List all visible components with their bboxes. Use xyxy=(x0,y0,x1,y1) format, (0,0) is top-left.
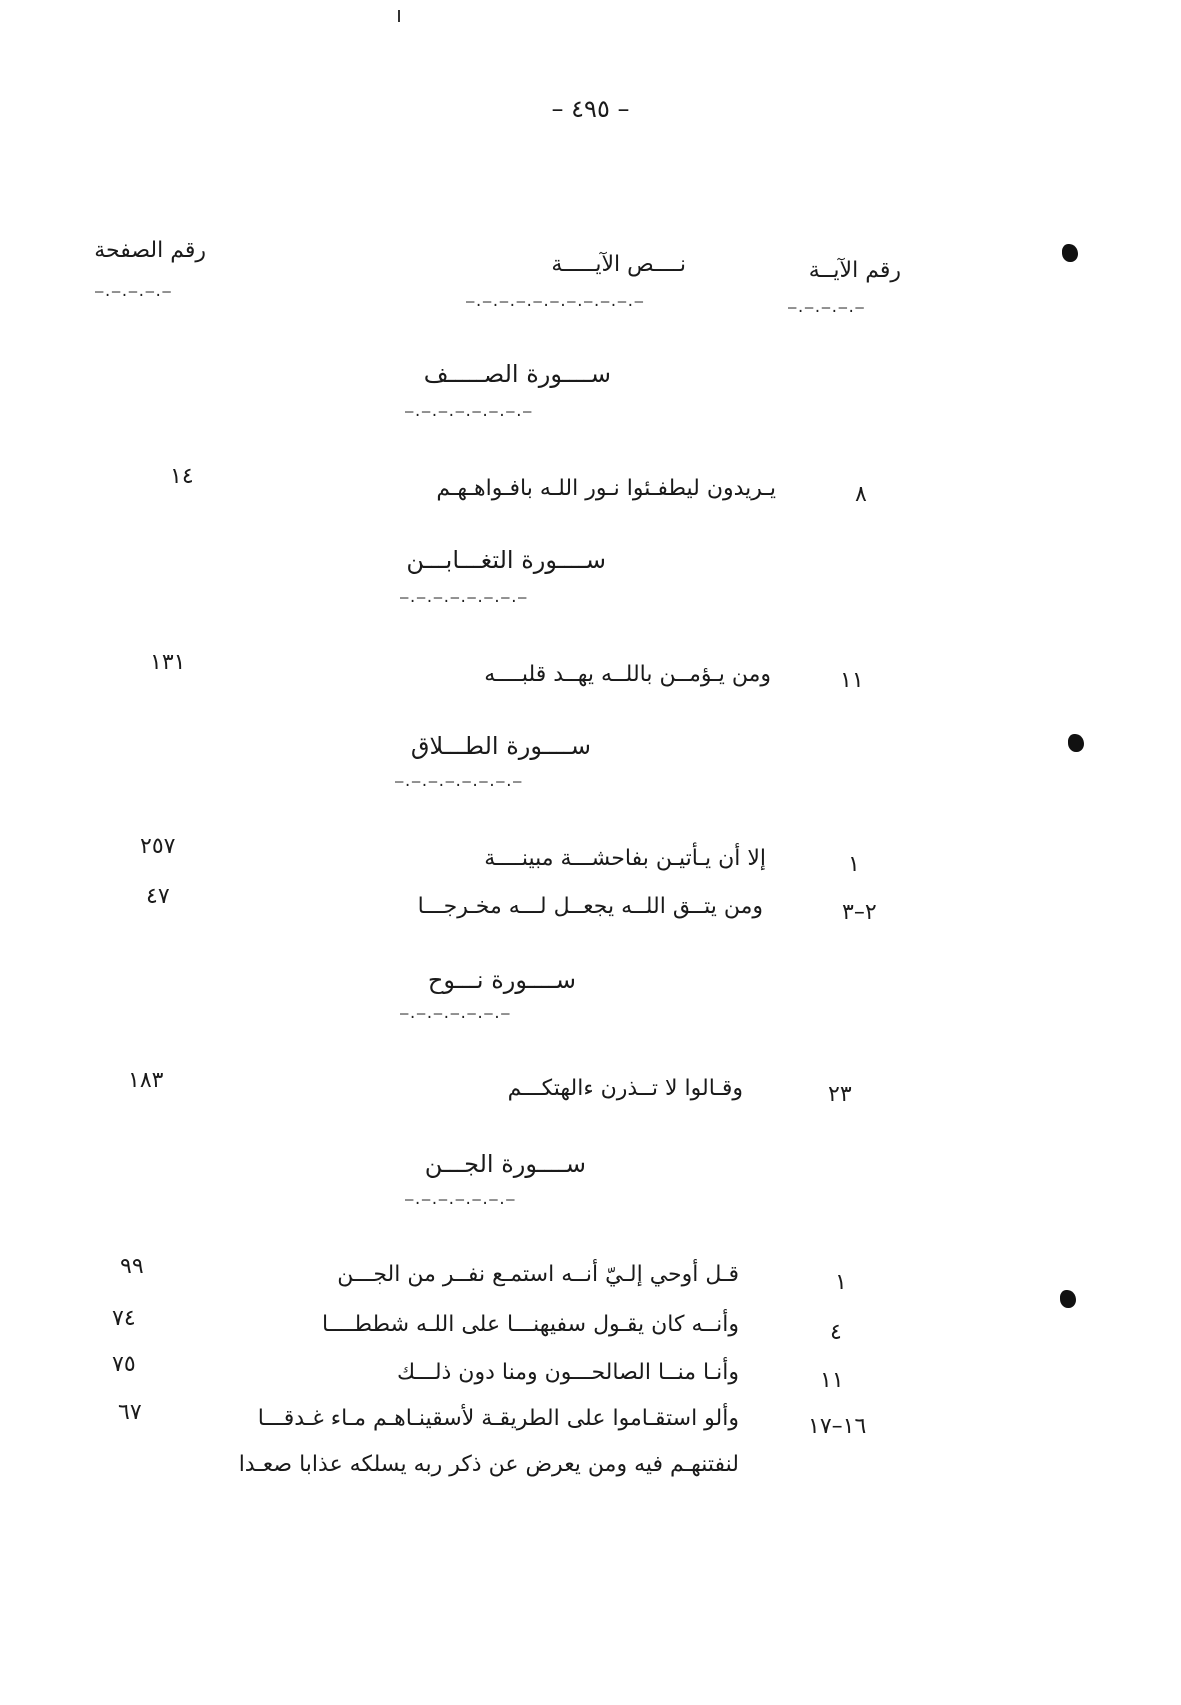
surah-underline: –.–.–.–.–.–.– xyxy=(400,1006,510,1022)
surah-title: ســــورة الطـــلاق xyxy=(410,732,591,760)
verse-number: ٢٣ xyxy=(828,1082,852,1107)
surah-title: ســــورة نـــوح xyxy=(427,966,576,994)
verse-number: ٤ xyxy=(830,1320,842,1345)
verse-number: ١١ xyxy=(840,668,864,693)
header-text-underline: –.–.–.–.–.–.–.–.–.–.– xyxy=(466,294,644,310)
surah-title: ســــورة الصـــــف xyxy=(423,360,611,388)
verse-text-continuation: لنفتنهـم فيه ومن يعرض عن ذكر ربه يسلكه عذابا صعـدا xyxy=(238,1452,739,1477)
verse-text: وأنــه كان يقـول سفيهنـــا على اللـه شططــــا xyxy=(321,1312,739,1337)
page-ref: ٢٥٧ xyxy=(140,834,176,859)
page-ref: ١٤ xyxy=(170,464,194,489)
header-verse-text: نــــص الآيـــــة xyxy=(551,252,686,277)
page-ref: ٧٥ xyxy=(112,1352,136,1377)
surah-title: ســــورة التغـــابـــن xyxy=(406,546,606,574)
page-ref: ١٨٣ xyxy=(128,1068,164,1093)
page-ref: ٩٩ xyxy=(120,1254,144,1279)
verse-text: ومن يـؤمــن باللــه يهــد قلبــــه xyxy=(484,662,771,687)
verse-number: ١ xyxy=(835,1270,847,1295)
surah-underline: –.–.–.–.–.–.–.– xyxy=(405,404,532,420)
page-ref: ٤٧ xyxy=(146,884,170,909)
binding-hole-mark xyxy=(1062,244,1078,262)
binding-hole-mark xyxy=(1060,1290,1076,1308)
page-number: – ٤٩٥ – xyxy=(551,95,630,123)
header-verse-underline: –.–.–.–.– xyxy=(788,300,864,316)
scan-mark xyxy=(398,10,400,22)
verse-text: وقـالوا لا تــذرن ءالهتكـــم xyxy=(507,1076,743,1101)
header-verse-number: رقم الآيــة xyxy=(808,258,901,283)
surah-underline: –.–.–.–.–.–.–.– xyxy=(395,774,522,790)
verse-text: قـل أوحي إلـيّ أنــه استمـع نفــر من الجـــن xyxy=(337,1262,739,1287)
verse-number: ٨ xyxy=(855,482,867,507)
verse-number: ١ xyxy=(848,852,860,877)
page-ref: ٧٤ xyxy=(112,1306,136,1331)
verse-text: ومن يتــق اللــه يجعــل لـــه مخـرجـــا xyxy=(417,894,763,919)
surah-title: ســــورة الجـــن xyxy=(424,1150,586,1178)
binding-hole-mark xyxy=(1068,734,1084,752)
verse-text: إلا أن يـأتيـن بفاحشـــة مبينــــة xyxy=(484,846,766,871)
header-page-underline: –.–.–.–.– xyxy=(95,284,171,300)
verse-number: ٢–٣ xyxy=(842,900,877,925)
verse-text: وأنـا منــا الصالحـــون ومنا دون ذلـــك xyxy=(396,1360,739,1385)
surah-underline: –.–.–.–.–.–.–.– xyxy=(400,590,527,606)
verse-text: وألو استقـاموا على الطريقـة لأسقينـاهـم مـاء غـدقـــا xyxy=(257,1406,739,1431)
verse-text: يـريدون ليطفـئوا نـور اللـه بافـواهـهـم xyxy=(436,476,776,501)
verse-number: ١٦–١٧ xyxy=(808,1414,867,1439)
page-ref: ١٣١ xyxy=(150,650,186,675)
verse-number: ١١ xyxy=(820,1368,844,1393)
page-ref: ٦٧ xyxy=(118,1400,142,1425)
surah-underline: –.–.–.–.–.–.– xyxy=(405,1192,515,1208)
header-page-number: رقم الصفحة xyxy=(94,238,206,263)
